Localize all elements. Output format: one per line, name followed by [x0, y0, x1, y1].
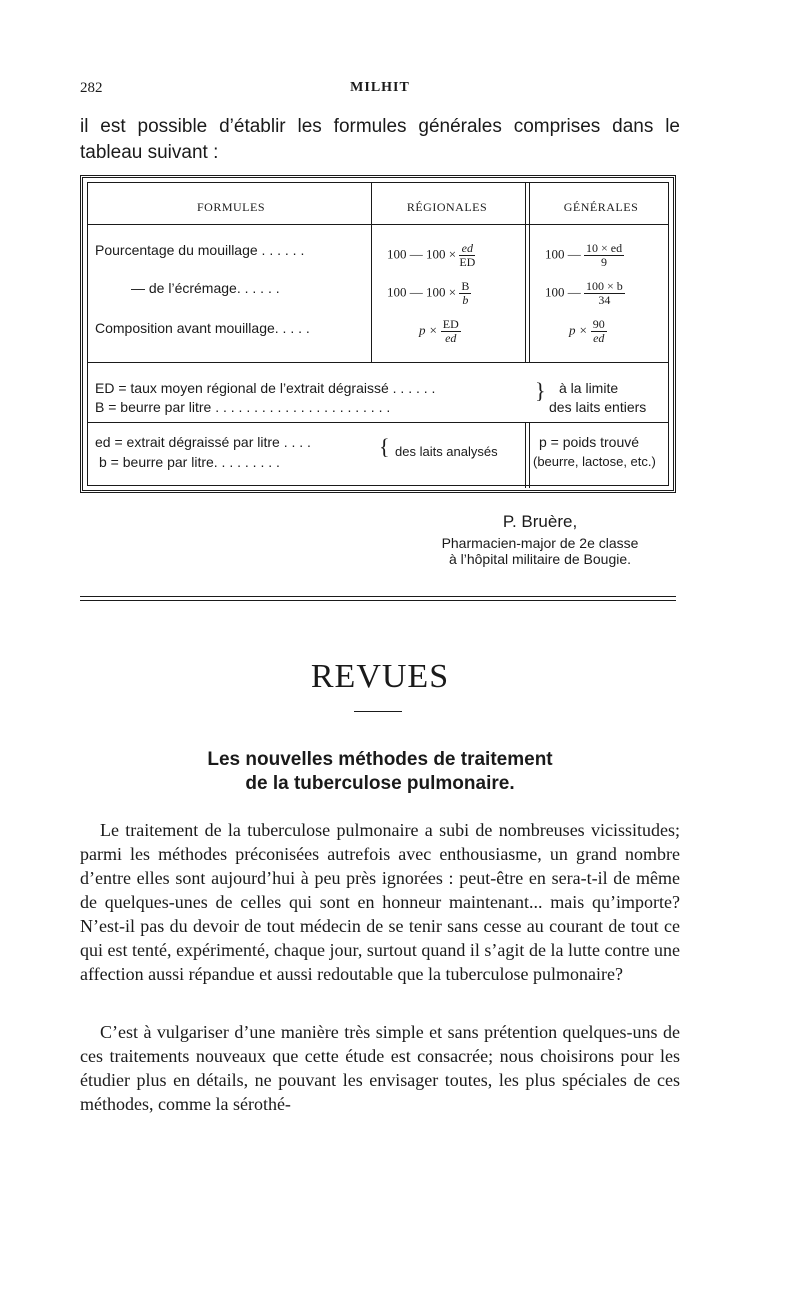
running-title: MILHIT: [350, 80, 410, 95]
legend-divider-b: [529, 422, 530, 488]
divider-rule-2: [80, 600, 676, 601]
signature-title: Pharmacien-major de 2e classe à l’hôpital militaire de Bougie.: [441, 535, 639, 567]
divider-rule-1: [80, 596, 676, 597]
col-divider-1: [371, 182, 372, 362]
legend-p-1: p = poids trouvé: [539, 434, 640, 450]
paragraph-1: Le traitement de la tuberculose pulmonaire a subi de nombreuses vicissitudes; parmi les méthodes préconisées autrefois avec enthousiasme, un grand nombre d’entre elles sont aujourd’hui à peu près ignorées : peut-être en sera-t-il de même de quelques-unes de celles qui sont en honneur maintenant... mais qu’importe? N’est-il pas du devoir de tout médecin de se tenir sans cesse au courant de tout ce qui est tenté, expérimenté, chaque jour, surtout quand il s’agit de la lutte contre une affection aussi répandue et aussi redoutable que la tuberculose pulmonaire?: [80, 820, 680, 984]
formula-general-3: p × $\frac{90}{ed}$: [569, 317, 605, 345]
formula-general-2: 100 — $\frac{100 \times b}{34}$: [545, 279, 623, 307]
paragraph-2: C’est à vulgariser d’une manière très simple et sans prétention quelques-uns de ces traitements nouveaux que cette étude est consacrée; nous choisirons pour les étudier plus en détails, ne pouvant les envisager toutes, les plus spéciales de ces méthodes, comme la sérothé-: [80, 1022, 680, 1114]
signature-name: P. Bruère,: [502, 512, 578, 531]
header-formules: FORMULES: [196, 200, 265, 214]
header-rule: [87, 224, 669, 225]
header-generales: GÉNÉRALES: [563, 200, 639, 214]
brace-analysed: {: [379, 434, 390, 459]
body-rule: [87, 362, 669, 363]
formula-regional-3: p × $\frac{ED}{ed}$: [419, 317, 459, 345]
section-title: REVUES: [310, 658, 450, 695]
page-number: 282: [80, 80, 103, 96]
legend-B: B = beurre par litre . . . . . . . . . . . . . . . . . . . . . . .: [95, 399, 391, 415]
formula-regional-2: 100 — 100 × $\frac{B}{b}$: [387, 279, 470, 307]
intro-text: il est possible d’établir les formules générales comprises dans le tableau suivant :: [80, 116, 680, 163]
legend-analysed-note: des laits analysés: [395, 444, 498, 459]
row-label-mouillage: Pourcentage du mouillage . . . . . .: [95, 242, 305, 258]
legend-rule: [87, 422, 669, 423]
row-label-composition: Composition avant mouillage. . . . .: [95, 320, 310, 336]
legend-ed: ed = extrait dégraissé par litre . . . .: [95, 434, 311, 450]
header-regionales: RÉGIONALES: [406, 200, 488, 214]
legend-p-2: (beurre, lactose, etc.): [533, 454, 656, 469]
legend-limit-1: à la limite: [559, 380, 619, 396]
section-underline: [354, 711, 402, 712]
col-divider-2b: [529, 182, 530, 362]
formula-general-1: 100 — $\frac{10 \times ed}{9}$: [545, 241, 623, 269]
legend-limit-2: des laits entiers: [549, 399, 647, 415]
row-label-ecremage: — de l’écrémage. . . . . .: [131, 280, 280, 296]
article-title: Les nouvelles méthodes de traitement de la tuberculose pulmonaire.: [207, 749, 553, 794]
brace-regional: }: [535, 378, 546, 403]
legend-b: b = beurre par litre. . . . . . . . .: [99, 454, 280, 470]
formula-regional-1: 100 — 100 × $\frac{ed}{ED}$: [387, 241, 476, 269]
formula-table: [80, 175, 676, 493]
col-divider-2: [525, 182, 526, 362]
legend-divider: [525, 422, 526, 488]
legend-ED: ED = taux moyen régional de l’extrait dégraissé . . . . . .: [95, 380, 436, 396]
running-head: [80, 80, 680, 100]
